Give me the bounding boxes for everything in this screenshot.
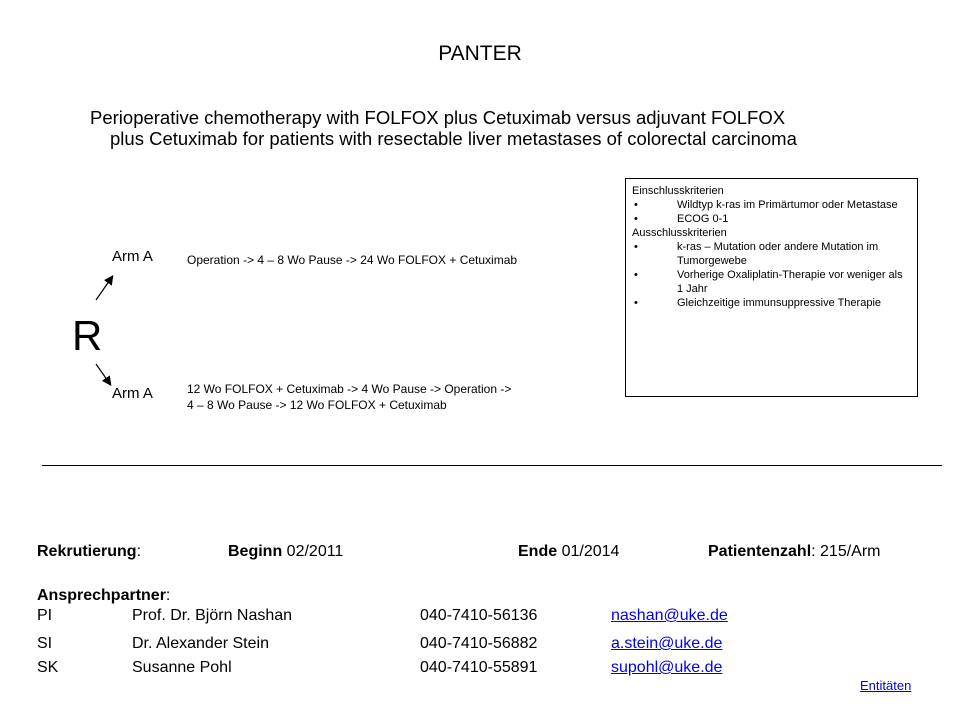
- contact-role: SK: [37, 659, 59, 676]
- criteria-box: [625, 178, 918, 397]
- recruitment-end: Ende 01/2014: [518, 543, 620, 560]
- contact-phone: 040-7410-55891: [420, 659, 538, 676]
- contact-row: [0, 635, 960, 657]
- list-item: • Vorherige Oxaliplatin-Therapie vor weniger als 1 Jahr: [632, 268, 911, 296]
- arm-top-label: Arm A: [112, 248, 153, 265]
- contact-role: PI: [37, 607, 53, 624]
- exclusion-heading: Ausschlusskriterien: [632, 227, 727, 239]
- arm-top-text: Operation -> 4 – 8 Wo Pause -> 24 Wo FOLFOX + Cetuximab: [187, 253, 518, 267]
- arm-bottom-text-line-2: 4 – 8 Wo Pause -> 12 Wo FOLFOX + Cetuximab: [187, 398, 447, 412]
- recruitment-begin: Beginn 02/2011: [228, 543, 344, 560]
- divider: [42, 465, 942, 466]
- contact-row: [0, 659, 960, 681]
- recruitment-patients: Patientenzahl: 215/Arm: [708, 543, 881, 560]
- arm-bottom-text: [187, 381, 511, 413]
- contact-email-link[interactable]: a.stein@uke.de: [611, 635, 723, 652]
- arm-bottom-label: Arm A: [112, 385, 153, 402]
- contact-row: [0, 607, 960, 629]
- list-item: • k-ras – Mutation oder andere Mutation im Tumorgewebe: [632, 240, 911, 268]
- contacts-list: [0, 607, 960, 687]
- list-item: • Gleichzeitige immunsuppressive Therapie: [632, 296, 911, 310]
- contact-role: SI: [37, 635, 53, 652]
- list-item: • Wildtyp k-ras im Primärtumor oder Metastase: [632, 198, 911, 212]
- exclusion-list: [632, 240, 911, 310]
- subtitle-line-1: Perioperative chemotherapy with FOLFOX plus Cetuximab versus adjuvant FOLFOX: [90, 107, 786, 128]
- contacts-heading: Ansprechpartner:: [37, 587, 171, 604]
- list-item: • ECOG 0-1: [632, 212, 911, 226]
- contact-name: Prof. Dr. Björn Nashan: [132, 607, 293, 624]
- arm-bottom-text-line-1: 12 Wo FOLFOX + Cetuximab -> 4 Wo Pause -> Operation ->: [187, 382, 512, 396]
- arrow-up-icon: [96, 277, 112, 300]
- inclusion-heading: Einschlusskriterien: [632, 185, 724, 197]
- page-title: PANTER: [438, 42, 522, 65]
- recruitment-label: Rekrutierung:: [37, 543, 142, 560]
- randomization-label: R: [72, 312, 103, 359]
- contact-phone: 040-7410-56882: [420, 635, 538, 652]
- entitaeten-link[interactable]: Entitäten: [860, 678, 912, 693]
- contact-phone: 040-7410-56136: [420, 607, 538, 624]
- contact-name: Susanne Pohl: [132, 659, 232, 676]
- contact-email-link[interactable]: nashan@uke.de: [611, 607, 728, 624]
- contact-name: Dr. Alexander Stein: [132, 635, 269, 652]
- arrow-down-icon: [96, 364, 110, 384]
- inclusion-list: [632, 198, 911, 226]
- contact-email-link[interactable]: supohl@uke.de: [611, 659, 723, 676]
- subtitle-line-2: plus Cetuximab for patients with resectable liver metastases of colorectal carcinoma: [110, 128, 797, 149]
